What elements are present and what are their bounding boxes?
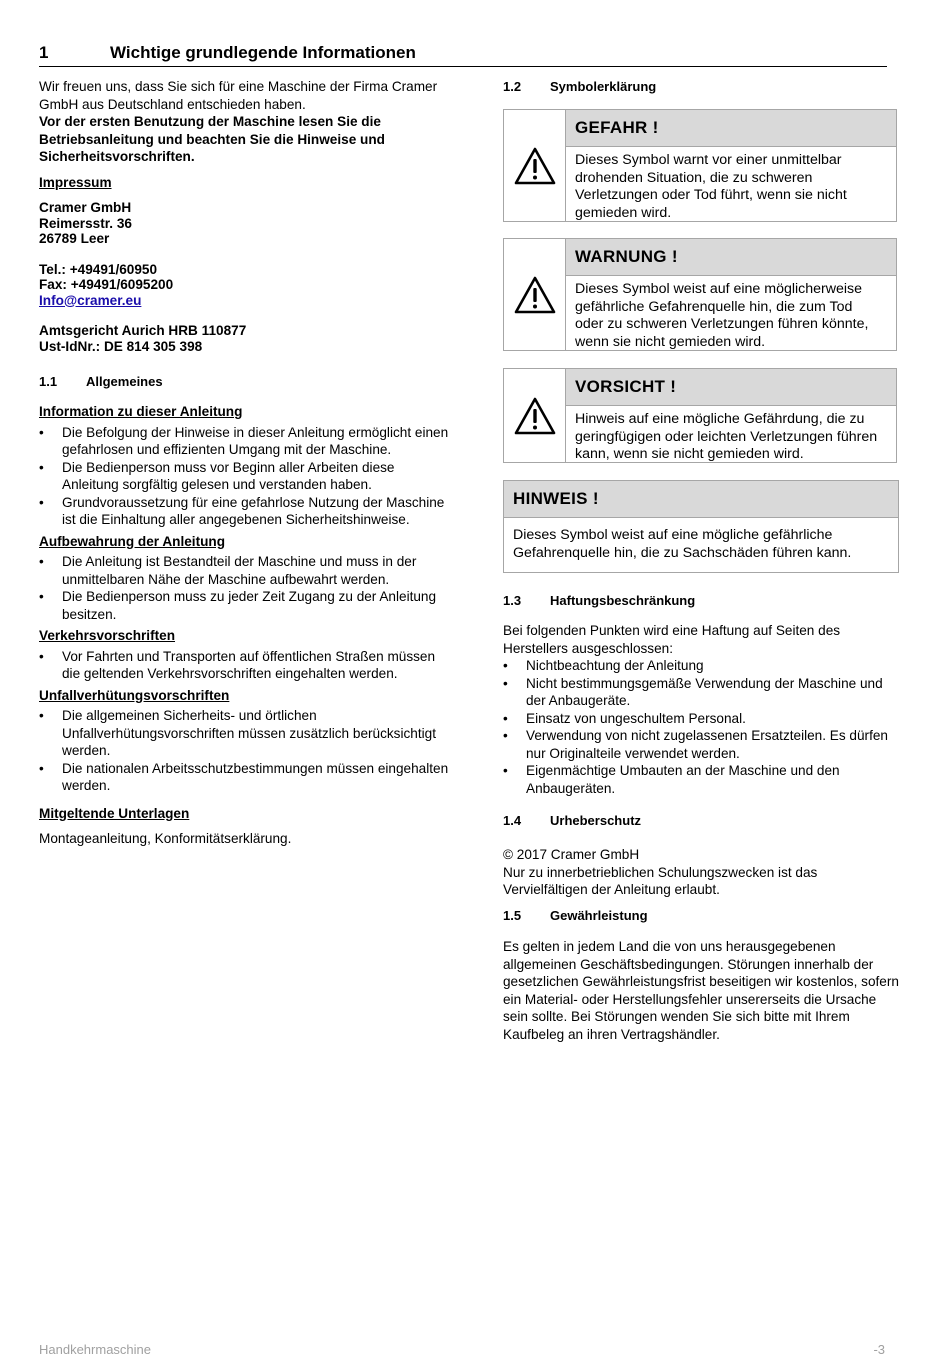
section-1-5-heading	[503, 907, 903, 925]
accident-heading: Unfallverhütungsvorschriften	[39, 687, 230, 703]
intro-bold-text: Vor der ersten Benutzung der Maschine lesen Sie die Betriebsanleitung und beachten Sie die Hinweise und Sicherheitsvorschriften.	[39, 114, 385, 164]
vat-id: Ust-IdNr.: DE 814 305 398	[39, 338, 203, 354]
hint-title: HINWEIS !	[504, 481, 898, 518]
warning-text: Dieses Symbol weist auf eine möglicherweise gefährliche Gefahrenquelle hin, die zum Tod oder zu schweren Verletzungen führen könnte, wenn sie nicht gemieden wird.	[575, 281, 869, 350]
warranty-text: Es gelten in jedem Land die von uns herausgegebenen allgemeinen Geschäftsbedingungen. Störungen innerhalb der gesetzlichen Gewährleistungsfrist beseitigen wir kostenlos, sofern ein Material- oder Herstellungsfehler unsererseits die Ursache sein sollte. Bei Störungen wenden Sie sich bitte mit Ihrem Kaufbeleg an ihren Vertragshändler.	[503, 939, 899, 1042]
list-item: • Die Anleitung ist Bestandteil der Maschine und muss in der unmittelbaren Nähe der Maschine aufbewahrt werden.	[39, 553, 449, 588]
docs-text: Montageanleitung, Konformitätserklärung.	[39, 831, 292, 846]
list-item: • Die Bedienperson muss zu jeder Zeit Zugang zu der Anleitung besitzen.	[39, 588, 449, 623]
hint-text: Dieses Symbol weist auf eine mögliche gefährliche Gefahrenquelle hin, die zu Sachschäden führen kann.	[513, 527, 852, 561]
intro-text: Wir freuen uns, dass Sie sich für eine Maschine der Firma Cramer GmbH aus Deutschland entschieden haben.	[39, 79, 438, 112]
section-1-1-heading	[39, 373, 449, 391]
warning-box	[503, 238, 897, 351]
page-number: -3	[873, 1342, 885, 1357]
section-title: Urheberschutz	[550, 813, 642, 828]
section-1-5	[503, 907, 903, 1043]
info-list	[39, 424, 449, 529]
list-item: • Nicht bestimmungsgemäße Verwendung der Maschine und der Anbaugeräte.	[503, 675, 903, 710]
registry-block	[39, 323, 449, 354]
city: 26789 Leer	[39, 231, 110, 246]
caution-title: VORSICHT !	[566, 369, 896, 406]
list-item: • Nichtbeachtung der Anleitung	[503, 657, 903, 675]
warning-triangle-icon	[504, 110, 566, 221]
contact-block	[39, 262, 449, 309]
phone: Tel.: +49491/60950	[39, 261, 158, 277]
section-1-2-heading	[503, 78, 903, 96]
impressum-heading: Impressum	[39, 174, 112, 190]
liability-intro: Bei folgenden Punkten wird eine Haftung auf Seiten des Herstellers ausgeschlossen:	[503, 623, 841, 656]
section-number: 1.5	[503, 908, 522, 923]
list-item: • Einsatz von ungeschultem Personal.	[503, 710, 903, 728]
list-item: • Die Befolgung der Hinweise in dieser Anleitung ermöglicht einen gefahrlosen und effizienten Umgang mit der Maschine.	[39, 424, 449, 459]
list-item: • Die nationalen Arbeitsschutzbestimmungen müssen eingehalten werden.	[39, 760, 449, 795]
caution-box	[503, 368, 897, 463]
address-block	[39, 200, 449, 247]
liability-list	[503, 657, 903, 797]
list-item: • Grundvoraussetzung für eine gefahrlose Nutzung der Maschine ist die Einhaltung aller angegebenen Sicherheitshinweise.	[39, 494, 449, 529]
warning-triangle-icon	[504, 369, 566, 462]
docs-heading: Mitgeltende Unterlagen	[39, 805, 190, 821]
chapter-title: Wichtige grundlegende Informationen	[110, 43, 416, 62]
caution-text: Hinweis auf eine mögliche Gefährdung, die zu geringfügigen oder leichten Verletzungen führen kann, wenn sie nicht gemieden wird.	[575, 411, 878, 462]
section-title: Haftungsbeschränkung	[550, 593, 696, 608]
section-number: 1.2	[503, 79, 522, 94]
section-1-3	[503, 592, 903, 797]
street: Reimersstr. 36	[39, 215, 132, 231]
traffic-heading: Verkehrsvorschriften	[39, 628, 176, 643]
storage-heading: Aufbewahrung der Anleitung	[39, 533, 226, 549]
info-heading: Information zu dieser Anleitung	[39, 404, 243, 419]
list-item: • Die Bedienperson muss vor Beginn aller Arbeiten diese Anleitung sorgfältig gelesen und verstanden haben.	[39, 459, 449, 494]
warning-triangle-icon	[504, 239, 566, 350]
company-name: Cramer GmbH	[39, 200, 132, 215]
chapter-heading	[39, 44, 887, 67]
traffic-list	[39, 648, 449, 683]
section-number: 1.3	[503, 593, 522, 608]
footer-title: Handkehrmaschine	[39, 1342, 152, 1357]
accident-list	[39, 707, 449, 795]
fax: Fax: +49491/6095200	[39, 277, 174, 292]
section-1-3-heading	[503, 592, 903, 610]
chapter-number: 1	[39, 43, 49, 62]
section-1-4	[503, 812, 903, 899]
list-item: • Die allgemeinen Sicherheits- und örtlichen Unfallverhütungsvorschriften müssen zusätzlich berücksichtigt werden.	[39, 707, 449, 760]
section-number: 1.1	[39, 374, 58, 389]
court-registry: Amtsgericht Aurich HRB 110877	[39, 323, 247, 338]
hint-box	[503, 480, 899, 573]
list-item: • Verwendung von nicht zugelassenen Ersatzteilen. Es dürfen nur Originalteile verwendet werden.	[503, 727, 903, 762]
section-number: 1.4	[503, 813, 522, 828]
list-item: • Eigenmächtige Umbauten an der Maschine und den Anbaugeräten.	[503, 762, 903, 797]
section-title: Gewährleistung	[550, 908, 648, 923]
section-title: Symbolerklärung	[550, 79, 657, 94]
email-link[interactable]: Info@cramer.eu	[39, 292, 142, 308]
section-1-4-heading	[503, 812, 903, 830]
danger-box	[503, 109, 897, 222]
danger-title: GEFAHR !	[566, 110, 896, 147]
warning-title: WARNUNG !	[566, 239, 896, 276]
section-title: Allgemeines	[86, 374, 163, 389]
copyright-line: © 2017 Cramer GmbH	[503, 847, 640, 862]
list-item: • Vor Fahrten und Transporten auf öffentlichen Straßen müssen die geltenden Verkehrsvorschriften eingehalten werden.	[39, 648, 449, 683]
left-column	[39, 78, 449, 848]
danger-text: Dieses Symbol warnt vor einer unmittelbar drohenden Situation, die zu schweren Verletzungen oder Tod führt, wenn sie nicht gemieden wird.	[575, 152, 847, 221]
copyright-text: Nur zu innerbetrieblichen Schulungszwecken ist das Vervielfältigen der Anleitung erlaubt.	[503, 864, 818, 897]
storage-list	[39, 553, 449, 623]
